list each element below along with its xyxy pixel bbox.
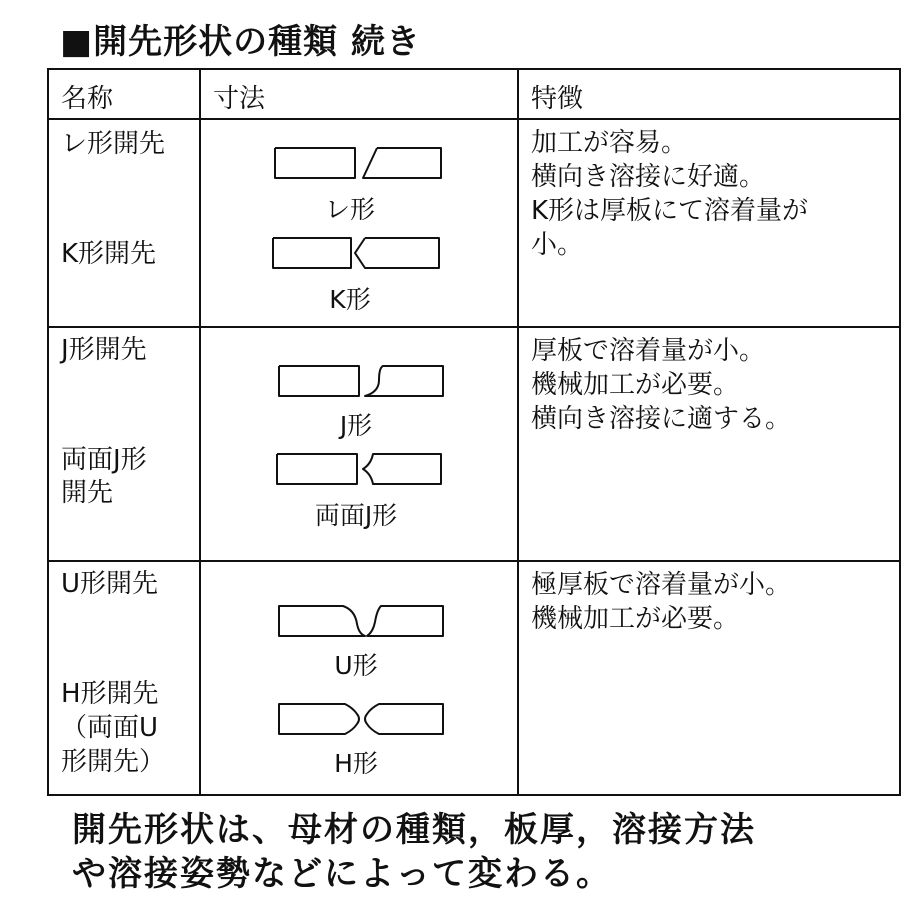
groove-name: K形開先 bbox=[61, 239, 157, 269]
name-cell bbox=[48, 561, 200, 795]
groove-name: H形開先 bbox=[61, 679, 159, 709]
header-name: 名称 bbox=[48, 69, 200, 119]
feature-line: 小。 bbox=[531, 230, 584, 260]
table-header-row bbox=[48, 69, 900, 119]
groove-name: J形開先 bbox=[61, 335, 147, 365]
j-groove-diagram bbox=[275, 362, 451, 402]
diagram-label: レ形 bbox=[324, 195, 375, 224]
footer-line: 開先形状は、母材の種類，板厚，溶接方法 bbox=[72, 810, 756, 850]
name-cell bbox=[48, 119, 200, 327]
table-row bbox=[48, 561, 900, 795]
u-groove-diagram bbox=[275, 602, 451, 642]
diagram-label: J形 bbox=[339, 411, 373, 440]
table-row bbox=[48, 119, 900, 327]
dimension-cell bbox=[200, 119, 518, 327]
double-j-groove-diagram bbox=[273, 450, 449, 490]
name-cell bbox=[48, 327, 200, 561]
feature-line: 機械加工が必要。 bbox=[531, 370, 740, 400]
groove-name: U形開先 bbox=[61, 569, 159, 599]
feature-line: 厚板で溶着量が小。 bbox=[531, 336, 766, 366]
diagram-label: K形 bbox=[329, 285, 371, 314]
groove-name: 開先 bbox=[61, 478, 114, 508]
groove-name: レ形開先 bbox=[61, 129, 166, 159]
diagram-label: H形 bbox=[334, 749, 378, 778]
page-title: ■開先形状の種類 続き bbox=[60, 22, 421, 62]
feature-cell bbox=[518, 327, 900, 561]
footer-line: や溶接姿勢などによって変わる。 bbox=[72, 854, 612, 894]
feature-line: 機械加工が必要。 bbox=[531, 604, 740, 634]
feature-line: 加工が容易。 bbox=[531, 128, 688, 158]
feature-line: K形は厚板にて溶着量が bbox=[531, 196, 809, 226]
diagram-label: U形 bbox=[334, 651, 378, 680]
double-bevel-groove-diagram bbox=[269, 234, 445, 274]
table-row bbox=[48, 327, 900, 561]
feature-cell bbox=[518, 561, 900, 795]
feature-line: 極厚板で溶着量が小。 bbox=[531, 570, 792, 600]
diagram-label: 両面J形 bbox=[314, 501, 398, 530]
header-feature: 特徴 bbox=[518, 69, 900, 119]
groove-name: 形開先） bbox=[61, 747, 166, 777]
dimension-cell bbox=[200, 561, 518, 795]
dimension-cell bbox=[200, 327, 518, 561]
groove-name: 両面J形 bbox=[61, 445, 147, 475]
header-dimension: 寸法 bbox=[200, 69, 518, 119]
groove-shape-table bbox=[47, 68, 901, 796]
groove-name: （両面U bbox=[61, 713, 159, 743]
feature-line: 横向き溶接に適する。 bbox=[531, 404, 792, 434]
footer-note bbox=[72, 808, 756, 896]
single-bevel-groove-diagram bbox=[271, 144, 447, 184]
feature-cell bbox=[518, 119, 900, 327]
h-groove-diagram bbox=[275, 700, 451, 740]
feature-line: 横向き溶接に好適。 bbox=[531, 162, 766, 192]
